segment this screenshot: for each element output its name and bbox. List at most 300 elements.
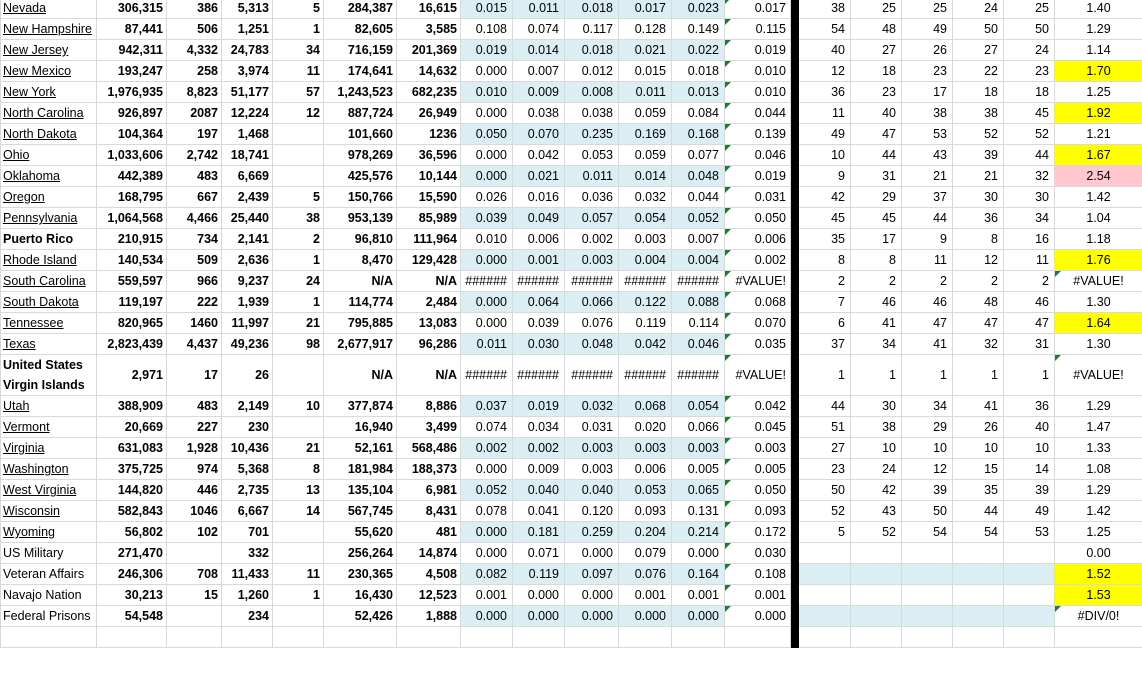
count-cell[interactable]: 978,269 bbox=[324, 145, 397, 166]
ratio-cell[interactable]: 1.92 bbox=[1055, 103, 1142, 124]
rank-cell[interactable]: 10 bbox=[1004, 438, 1055, 459]
rate-cell[interactable]: 0.054 bbox=[619, 208, 672, 229]
state-link[interactable]: Wisconsin bbox=[3, 504, 60, 518]
rate-cell[interactable]: 0.001 bbox=[672, 585, 725, 606]
count-cell[interactable]: 966 bbox=[167, 271, 222, 292]
rate-cell[interactable]: 0.117 bbox=[565, 19, 619, 40]
count-cell[interactable]: 1,033,606 bbox=[97, 145, 167, 166]
average-rate-cell[interactable]: 0.031 bbox=[725, 187, 791, 208]
ratio-cell[interactable]: 1.30 bbox=[1055, 334, 1142, 355]
empty-cell[interactable] bbox=[1055, 627, 1142, 648]
count-cell[interactable]: 96,286 bbox=[397, 334, 461, 355]
count-cell[interactable]: 6,669 bbox=[222, 166, 273, 187]
rate-cell[interactable]: 0.000 bbox=[565, 606, 619, 627]
rate-cell[interactable]: 0.032 bbox=[565, 396, 619, 417]
count-cell[interactable]: 2,971 bbox=[97, 355, 167, 396]
count-cell[interactable] bbox=[273, 417, 324, 438]
average-rate-cell[interactable]: 0.093 bbox=[725, 501, 791, 522]
rank-cell[interactable]: 47 bbox=[902, 313, 953, 334]
empty-cell[interactable] bbox=[397, 627, 461, 648]
count-cell[interactable]: 13 bbox=[273, 480, 324, 501]
rate-cell[interactable]: 0.079 bbox=[619, 543, 672, 564]
count-cell[interactable]: 425,576 bbox=[324, 166, 397, 187]
rate-cell[interactable]: 0.000 bbox=[513, 585, 565, 606]
count-cell[interactable]: 3,499 bbox=[397, 417, 461, 438]
rate-cell[interactable]: 0.001 bbox=[513, 250, 565, 271]
rate-cell[interactable]: 0.003 bbox=[565, 459, 619, 480]
rate-cell[interactable]: 0.000 bbox=[672, 543, 725, 564]
rank-cell[interactable] bbox=[1004, 606, 1055, 627]
rate-cell[interactable]: 0.000 bbox=[461, 459, 513, 480]
rate-cell[interactable]: 0.038 bbox=[565, 103, 619, 124]
rate-cell[interactable]: 0.204 bbox=[619, 522, 672, 543]
count-cell[interactable]: 230 bbox=[222, 417, 273, 438]
rank-cell[interactable]: 12 bbox=[953, 250, 1004, 271]
rank-cell[interactable]: 47 bbox=[953, 313, 1004, 334]
rank-cell[interactable]: 50 bbox=[902, 501, 953, 522]
ratio-cell[interactable]: 1.25 bbox=[1055, 82, 1142, 103]
count-cell[interactable]: 11,997 bbox=[222, 313, 273, 334]
count-cell[interactable]: 98 bbox=[273, 334, 324, 355]
count-cell[interactable]: 197 bbox=[167, 124, 222, 145]
average-rate-cell[interactable]: 0.050 bbox=[725, 208, 791, 229]
rate-cell[interactable]: 0.017 bbox=[619, 0, 672, 19]
rank-cell[interactable]: 32 bbox=[1004, 166, 1055, 187]
average-rate-cell[interactable]: 0.030 bbox=[725, 543, 791, 564]
rank-cell[interactable]: 15 bbox=[953, 459, 1004, 480]
count-cell[interactable] bbox=[273, 166, 324, 187]
count-cell[interactable]: 14,632 bbox=[397, 61, 461, 82]
average-rate-cell[interactable]: 0.019 bbox=[725, 166, 791, 187]
rank-cell[interactable]: 50 bbox=[1004, 19, 1055, 40]
ratio-cell[interactable]: 1.52 bbox=[1055, 564, 1142, 585]
rate-cell[interactable]: 0.020 bbox=[619, 417, 672, 438]
rate-cell[interactable]: 0.003 bbox=[565, 250, 619, 271]
rank-cell[interactable]: 43 bbox=[851, 501, 902, 522]
count-cell[interactable]: 85,989 bbox=[397, 208, 461, 229]
average-rate-cell[interactable]: 0.010 bbox=[725, 61, 791, 82]
rate-cell[interactable]: 0.082 bbox=[461, 564, 513, 585]
rank-cell[interactable]: 44 bbox=[902, 208, 953, 229]
rate-cell[interactable]: 0.002 bbox=[461, 438, 513, 459]
count-cell[interactable]: 34 bbox=[273, 40, 324, 61]
rank-cell[interactable]: 23 bbox=[1004, 61, 1055, 82]
rank-cell[interactable]: 37 bbox=[799, 334, 851, 355]
rank-cell[interactable]: 12 bbox=[799, 61, 851, 82]
rate-cell[interactable]: 0.014 bbox=[513, 40, 565, 61]
count-cell[interactable]: 1 bbox=[273, 19, 324, 40]
rank-cell[interactable]: 14 bbox=[1004, 459, 1055, 480]
count-cell[interactable]: 54,548 bbox=[97, 606, 167, 627]
count-cell[interactable]: 16,940 bbox=[324, 417, 397, 438]
count-cell[interactable]: 442,389 bbox=[97, 166, 167, 187]
row-name-cell[interactable] bbox=[1, 19, 97, 40]
rate-cell[interactable]: 0.071 bbox=[513, 543, 565, 564]
rank-cell[interactable]: 45 bbox=[851, 208, 902, 229]
rank-cell[interactable]: 9 bbox=[902, 229, 953, 250]
rate-cell[interactable]: 0.077 bbox=[672, 145, 725, 166]
row-name-cell[interactable] bbox=[1, 124, 97, 145]
row-name-cell[interactable] bbox=[1, 313, 97, 334]
rank-cell[interactable]: 42 bbox=[851, 480, 902, 501]
count-cell[interactable]: 15,590 bbox=[397, 187, 461, 208]
rank-cell[interactable]: 21 bbox=[902, 166, 953, 187]
count-cell[interactable] bbox=[273, 522, 324, 543]
rank-cell[interactable] bbox=[799, 606, 851, 627]
rate-cell[interactable]: 0.010 bbox=[461, 229, 513, 250]
rank-cell[interactable] bbox=[1004, 543, 1055, 564]
count-cell[interactable]: 567,745 bbox=[324, 501, 397, 522]
count-cell[interactable]: 631,083 bbox=[97, 438, 167, 459]
empty-cell[interactable] bbox=[324, 627, 397, 648]
average-rate-cell[interactable]: 0.005 bbox=[725, 459, 791, 480]
count-cell[interactable]: 1046 bbox=[167, 501, 222, 522]
count-cell[interactable]: 2,439 bbox=[222, 187, 273, 208]
rate-cell[interactable]: 0.078 bbox=[461, 501, 513, 522]
ratio-cell[interactable]: 1.33 bbox=[1055, 438, 1142, 459]
rank-cell[interactable]: 52 bbox=[851, 522, 902, 543]
rank-cell[interactable]: 16 bbox=[1004, 229, 1055, 250]
rank-cell[interactable]: 52 bbox=[953, 124, 1004, 145]
rank-cell[interactable] bbox=[851, 543, 902, 564]
rank-cell[interactable] bbox=[902, 606, 953, 627]
count-cell[interactable]: 38 bbox=[273, 208, 324, 229]
count-cell[interactable]: 234 bbox=[222, 606, 273, 627]
rate-cell[interactable]: 0.149 bbox=[672, 19, 725, 40]
rate-cell[interactable]: 0.053 bbox=[619, 480, 672, 501]
rank-cell[interactable]: 39 bbox=[1004, 480, 1055, 501]
count-cell[interactable] bbox=[273, 124, 324, 145]
row-name-cell[interactable] bbox=[1, 166, 97, 187]
count-cell[interactable]: 2,677,917 bbox=[324, 334, 397, 355]
rate-cell[interactable]: 0.038 bbox=[513, 103, 565, 124]
count-cell[interactable]: 1,928 bbox=[167, 438, 222, 459]
rate-cell[interactable]: 0.036 bbox=[565, 187, 619, 208]
count-cell[interactable]: 10,436 bbox=[222, 438, 273, 459]
rank-cell[interactable]: 7 bbox=[799, 292, 851, 313]
rate-cell[interactable]: 0.049 bbox=[513, 208, 565, 229]
rate-cell[interactable]: 0.031 bbox=[565, 417, 619, 438]
ratio-cell[interactable]: 1.42 bbox=[1055, 187, 1142, 208]
count-cell[interactable]: 181,984 bbox=[324, 459, 397, 480]
rank-cell[interactable] bbox=[799, 564, 851, 585]
count-cell[interactable]: 582,843 bbox=[97, 501, 167, 522]
rank-cell[interactable]: 54 bbox=[902, 522, 953, 543]
rate-cell[interactable]: ###### bbox=[513, 271, 565, 292]
count-cell[interactable]: 1,064,568 bbox=[97, 208, 167, 229]
average-rate-cell[interactable]: 0.017 bbox=[725, 0, 791, 19]
count-cell[interactable]: 227 bbox=[167, 417, 222, 438]
count-cell[interactable]: N/A bbox=[397, 355, 461, 396]
count-cell[interactable]: 140,534 bbox=[97, 250, 167, 271]
count-cell[interactable]: 129,428 bbox=[397, 250, 461, 271]
rate-cell[interactable]: 0.076 bbox=[619, 564, 672, 585]
ratio-cell[interactable]: 1.14 bbox=[1055, 40, 1142, 61]
rate-cell[interactable]: 0.000 bbox=[461, 292, 513, 313]
count-cell[interactable]: 1236 bbox=[397, 124, 461, 145]
count-cell[interactable] bbox=[273, 543, 324, 564]
rank-cell[interactable]: 38 bbox=[902, 103, 953, 124]
rate-cell[interactable]: 0.015 bbox=[461, 0, 513, 19]
state-link[interactable]: Virginia bbox=[3, 441, 45, 455]
state-link[interactable]: New York bbox=[3, 85, 56, 99]
count-cell[interactable]: 87,441 bbox=[97, 19, 167, 40]
rate-cell[interactable]: 0.048 bbox=[565, 334, 619, 355]
rate-cell[interactable]: 0.040 bbox=[565, 480, 619, 501]
rank-cell[interactable] bbox=[799, 585, 851, 606]
rank-cell[interactable]: 44 bbox=[799, 396, 851, 417]
average-rate-cell[interactable]: 0.042 bbox=[725, 396, 791, 417]
rate-cell[interactable]: ###### bbox=[619, 271, 672, 292]
state-link[interactable]: Texas bbox=[3, 337, 36, 351]
rate-cell[interactable]: ###### bbox=[672, 271, 725, 292]
ratio-cell[interactable]: 1.30 bbox=[1055, 292, 1142, 313]
count-cell[interactable]: 820,965 bbox=[97, 313, 167, 334]
rate-cell[interactable]: 0.059 bbox=[619, 103, 672, 124]
average-rate-cell[interactable]: 0.001 bbox=[725, 585, 791, 606]
rank-cell[interactable]: 47 bbox=[1004, 313, 1055, 334]
rate-cell[interactable]: 0.000 bbox=[461, 61, 513, 82]
average-rate-cell[interactable]: 0.108 bbox=[725, 564, 791, 585]
rank-cell[interactable]: 45 bbox=[1004, 103, 1055, 124]
count-cell[interactable]: 24,783 bbox=[222, 40, 273, 61]
count-cell[interactable]: 8 bbox=[273, 459, 324, 480]
count-cell[interactable]: 1 bbox=[273, 250, 324, 271]
rate-cell[interactable]: 0.131 bbox=[672, 501, 725, 522]
rank-cell[interactable]: 36 bbox=[953, 208, 1004, 229]
state-link[interactable]: New Hampshire bbox=[3, 22, 92, 36]
ratio-cell[interactable]: 1.18 bbox=[1055, 229, 1142, 250]
count-cell[interactable]: 2087 bbox=[167, 103, 222, 124]
average-rate-cell[interactable]: 0.006 bbox=[725, 229, 791, 250]
rank-cell[interactable]: 17 bbox=[851, 229, 902, 250]
rate-cell[interactable]: 0.000 bbox=[619, 606, 672, 627]
rank-cell[interactable]: 25 bbox=[902, 0, 953, 19]
row-name-cell[interactable] bbox=[1, 334, 97, 355]
ratio-cell[interactable]: 0.00 bbox=[1055, 543, 1142, 564]
rank-cell[interactable]: 30 bbox=[1004, 187, 1055, 208]
rate-cell[interactable]: 0.053 bbox=[565, 145, 619, 166]
state-link[interactable]: Ohio bbox=[3, 148, 30, 162]
rank-cell[interactable]: 47 bbox=[851, 124, 902, 145]
count-cell[interactable]: 887,724 bbox=[324, 103, 397, 124]
rate-cell[interactable]: 0.012 bbox=[565, 61, 619, 82]
count-cell[interactable]: 1 bbox=[273, 585, 324, 606]
rate-cell[interactable]: 0.000 bbox=[461, 313, 513, 334]
rate-cell[interactable]: 0.088 bbox=[672, 292, 725, 313]
rank-cell[interactable]: 31 bbox=[851, 166, 902, 187]
rank-cell[interactable]: 41 bbox=[851, 313, 902, 334]
state-link[interactable]: New Jersey bbox=[3, 43, 69, 57]
rate-cell[interactable]: 0.011 bbox=[461, 334, 513, 355]
count-cell[interactable]: 36,596 bbox=[397, 145, 461, 166]
count-cell[interactable]: 1 bbox=[273, 292, 324, 313]
rate-cell[interactable]: ###### bbox=[565, 355, 619, 396]
rate-cell[interactable]: 0.005 bbox=[672, 459, 725, 480]
rank-cell[interactable]: 8 bbox=[953, 229, 1004, 250]
row-name-cell[interactable] bbox=[1, 250, 97, 271]
rate-cell[interactable]: 0.000 bbox=[565, 585, 619, 606]
average-rate-cell[interactable]: 0.068 bbox=[725, 292, 791, 313]
rank-cell[interactable]: 8 bbox=[799, 250, 851, 271]
average-rate-cell[interactable]: 0.045 bbox=[725, 417, 791, 438]
rate-cell[interactable]: 0.004 bbox=[672, 250, 725, 271]
count-cell[interactable]: 1,251 bbox=[222, 19, 273, 40]
count-cell[interactable]: 2,735 bbox=[222, 480, 273, 501]
rank-cell[interactable]: 5 bbox=[799, 522, 851, 543]
count-cell[interactable]: 3,974 bbox=[222, 61, 273, 82]
row-name-cell[interactable] bbox=[1, 606, 97, 627]
rate-cell[interactable]: 0.128 bbox=[619, 19, 672, 40]
rate-cell[interactable]: 0.074 bbox=[513, 19, 565, 40]
rate-cell[interactable]: ###### bbox=[513, 355, 565, 396]
state-link[interactable]: Rhode Island bbox=[3, 253, 77, 267]
row-name-cell[interactable] bbox=[1, 417, 97, 438]
row-name-cell[interactable] bbox=[1, 271, 97, 292]
rate-cell[interactable]: 0.070 bbox=[513, 124, 565, 145]
rank-cell[interactable]: 48 bbox=[851, 19, 902, 40]
rate-cell[interactable]: 0.114 bbox=[672, 313, 725, 334]
count-cell[interactable]: 16,615 bbox=[397, 0, 461, 19]
count-cell[interactable]: 8,470 bbox=[324, 250, 397, 271]
count-cell[interactable]: 135,104 bbox=[324, 480, 397, 501]
rate-cell[interactable]: 0.074 bbox=[461, 417, 513, 438]
count-cell[interactable]: 18,741 bbox=[222, 145, 273, 166]
rate-cell[interactable]: 0.019 bbox=[461, 40, 513, 61]
empty-cell[interactable] bbox=[851, 627, 902, 648]
rate-cell[interactable]: 0.168 bbox=[672, 124, 725, 145]
count-cell[interactable]: 52,426 bbox=[324, 606, 397, 627]
count-cell[interactable]: 102 bbox=[167, 522, 222, 543]
rate-cell[interactable]: 0.001 bbox=[461, 585, 513, 606]
count-cell[interactable]: 708 bbox=[167, 564, 222, 585]
rate-cell[interactable]: 0.032 bbox=[619, 187, 672, 208]
count-cell[interactable]: 15 bbox=[167, 585, 222, 606]
count-cell[interactable]: 483 bbox=[167, 396, 222, 417]
rank-cell[interactable]: 46 bbox=[1004, 292, 1055, 313]
rate-cell[interactable]: 0.018 bbox=[672, 61, 725, 82]
ratio-cell[interactable]: 1.76 bbox=[1055, 250, 1142, 271]
row-name-cell[interactable] bbox=[1, 0, 97, 19]
average-rate-cell[interactable]: 0.000 bbox=[725, 606, 791, 627]
count-cell[interactable]: 509 bbox=[167, 250, 222, 271]
rank-cell[interactable]: 23 bbox=[902, 61, 953, 82]
ratio-cell[interactable]: 1.70 bbox=[1055, 61, 1142, 82]
rate-cell[interactable]: 0.064 bbox=[513, 292, 565, 313]
average-rate-cell[interactable]: 0.070 bbox=[725, 313, 791, 334]
rank-cell[interactable]: 52 bbox=[1004, 124, 1055, 145]
count-cell[interactable]: 6,981 bbox=[397, 480, 461, 501]
count-cell[interactable]: 13,083 bbox=[397, 313, 461, 334]
rate-cell[interactable]: 0.235 bbox=[565, 124, 619, 145]
count-cell[interactable]: 256,264 bbox=[324, 543, 397, 564]
rate-cell[interactable]: 0.023 bbox=[672, 0, 725, 19]
rank-cell[interactable]: 48 bbox=[953, 292, 1004, 313]
rate-cell[interactable]: 0.119 bbox=[513, 564, 565, 585]
count-cell[interactable]: 114,774 bbox=[324, 292, 397, 313]
count-cell[interactable]: 1,468 bbox=[222, 124, 273, 145]
rank-cell[interactable]: 39 bbox=[953, 145, 1004, 166]
ratio-cell[interactable]: 1.47 bbox=[1055, 417, 1142, 438]
count-cell[interactable]: 1,243,523 bbox=[324, 82, 397, 103]
count-cell[interactable]: 2,636 bbox=[222, 250, 273, 271]
rate-cell[interactable]: 0.022 bbox=[672, 40, 725, 61]
rate-cell[interactable]: 0.015 bbox=[619, 61, 672, 82]
rate-cell[interactable]: 0.048 bbox=[672, 166, 725, 187]
rate-cell[interactable]: 0.000 bbox=[565, 543, 619, 564]
row-name-cell[interactable] bbox=[1, 187, 97, 208]
rate-cell[interactable]: 0.181 bbox=[513, 522, 565, 543]
rank-cell[interactable]: 44 bbox=[953, 501, 1004, 522]
rank-cell[interactable]: 1 bbox=[851, 355, 902, 396]
count-cell[interactable]: 388,909 bbox=[97, 396, 167, 417]
rate-cell[interactable]: 0.011 bbox=[513, 0, 565, 19]
count-cell[interactable]: 953,139 bbox=[324, 208, 397, 229]
average-rate-cell[interactable]: 0.050 bbox=[725, 480, 791, 501]
count-cell[interactable] bbox=[273, 355, 324, 396]
rank-cell[interactable] bbox=[953, 543, 1004, 564]
count-cell[interactable]: 26,949 bbox=[397, 103, 461, 124]
count-cell[interactable]: 111,964 bbox=[397, 229, 461, 250]
ratio-cell[interactable]: #VALUE! bbox=[1055, 355, 1142, 396]
rank-cell[interactable]: 42 bbox=[799, 187, 851, 208]
count-cell[interactable]: 667 bbox=[167, 187, 222, 208]
count-cell[interactable]: 8,886 bbox=[397, 396, 461, 417]
count-cell[interactable]: 1,976,935 bbox=[97, 82, 167, 103]
count-cell[interactable]: 1,888 bbox=[397, 606, 461, 627]
count-cell[interactable]: 24 bbox=[273, 271, 324, 292]
rank-cell[interactable]: 25 bbox=[1004, 0, 1055, 19]
count-cell[interactable]: 17 bbox=[167, 355, 222, 396]
empty-cell[interactable] bbox=[565, 627, 619, 648]
rank-cell[interactable]: 1 bbox=[799, 355, 851, 396]
row-name-cell[interactable] bbox=[1, 40, 97, 61]
rank-cell[interactable]: 38 bbox=[851, 417, 902, 438]
count-cell[interactable]: 4,466 bbox=[167, 208, 222, 229]
rank-cell[interactable]: 35 bbox=[953, 480, 1004, 501]
rank-cell[interactable]: 53 bbox=[1004, 522, 1055, 543]
rank-cell[interactable] bbox=[953, 585, 1004, 606]
count-cell[interactable]: 271,470 bbox=[97, 543, 167, 564]
rate-cell[interactable]: 0.000 bbox=[461, 522, 513, 543]
count-cell[interactable]: 119,197 bbox=[97, 292, 167, 313]
row-name-cell[interactable] bbox=[1, 82, 97, 103]
count-cell[interactable]: 193,247 bbox=[97, 61, 167, 82]
rank-cell[interactable]: 38 bbox=[953, 103, 1004, 124]
state-link[interactable]: Wyoming bbox=[3, 525, 55, 539]
rate-cell[interactable]: ###### bbox=[461, 355, 513, 396]
rate-cell[interactable]: 0.052 bbox=[461, 480, 513, 501]
count-cell[interactable]: 201,369 bbox=[397, 40, 461, 61]
rank-cell[interactable]: 38 bbox=[799, 0, 851, 19]
count-cell[interactable]: 377,874 bbox=[324, 396, 397, 417]
rank-cell[interactable]: 44 bbox=[851, 145, 902, 166]
rate-cell[interactable]: 0.014 bbox=[619, 166, 672, 187]
empty-cell[interactable] bbox=[725, 627, 791, 648]
rank-cell[interactable]: 40 bbox=[799, 40, 851, 61]
empty-cell[interactable] bbox=[672, 627, 725, 648]
rate-cell[interactable]: 0.050 bbox=[461, 124, 513, 145]
rank-cell[interactable]: 36 bbox=[1004, 396, 1055, 417]
state-link[interactable]: Oregon bbox=[3, 190, 45, 204]
rank-cell[interactable]: 30 bbox=[851, 396, 902, 417]
average-rate-cell[interactable]: 0.172 bbox=[725, 522, 791, 543]
rate-cell[interactable]: 0.042 bbox=[619, 334, 672, 355]
rank-cell[interactable]: 35 bbox=[799, 229, 851, 250]
count-cell[interactable]: 375,725 bbox=[97, 459, 167, 480]
rate-cell[interactable]: 0.000 bbox=[461, 145, 513, 166]
row-name-cell[interactable] bbox=[1, 229, 97, 250]
